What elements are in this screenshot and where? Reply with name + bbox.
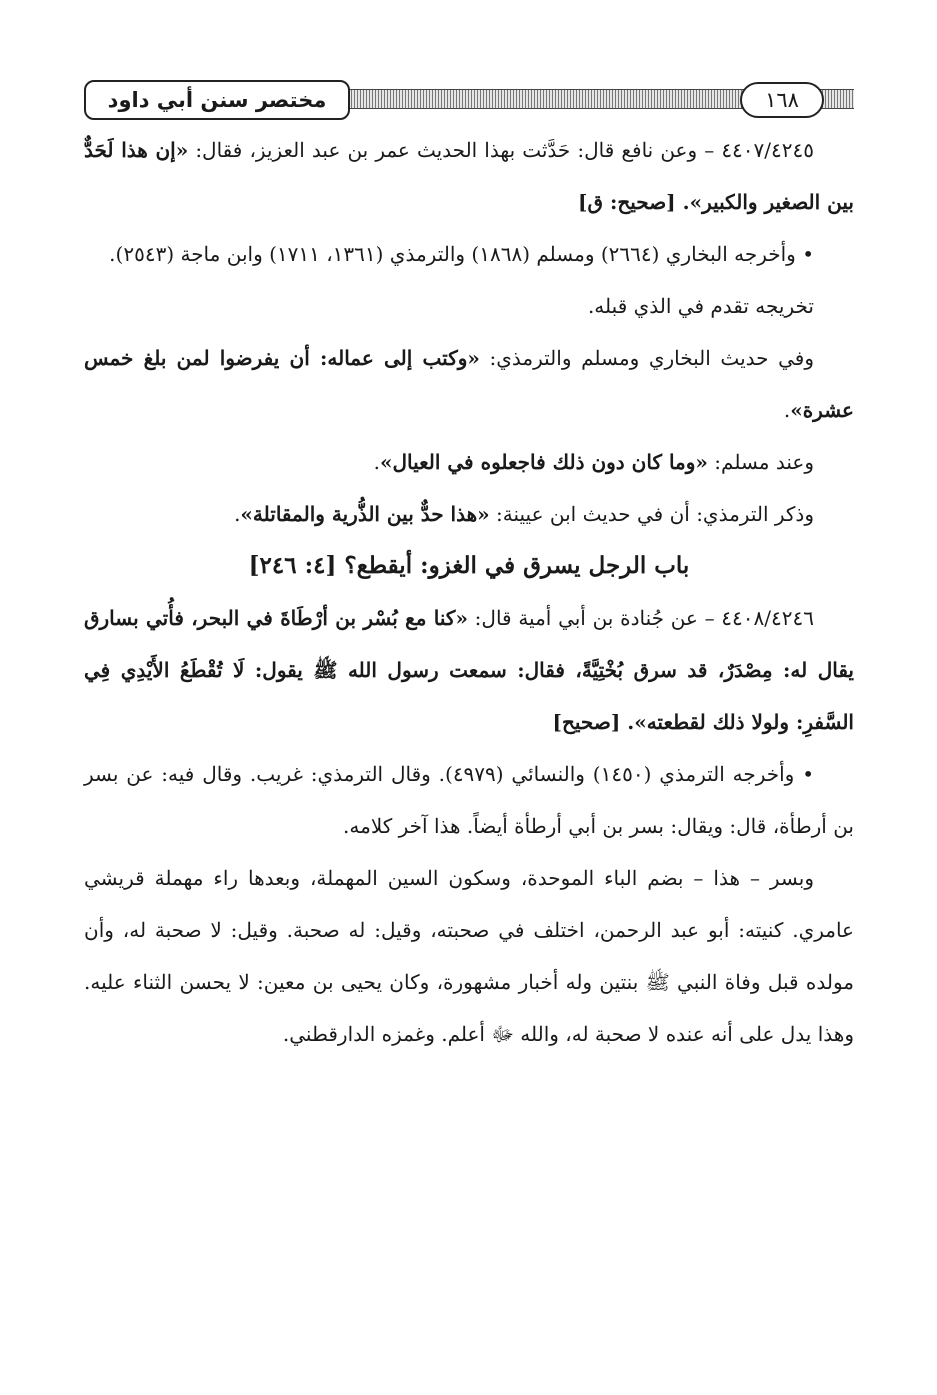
note-quote: «وكتب إلى عماله: أن يفرضوا لمن بلغ خمس عشرة» [84,346,854,422]
note-text: وذكر الترمذي: أن في حديث ابن عيينة: [489,502,814,526]
note-quote: «وما كان دون ذلك فاجعلوه في العيال» [379,450,708,474]
takhrij-note: تخريجه تقدم في الذي قبله. [587,294,814,318]
hadith-intro: – عن جُنادة بن أبي أمية قال: [467,606,722,630]
hadith-number: ٤٤٠٨/٤٢٤٦ [721,606,814,630]
hadith-quote: «إن هذا لَحَدٌّ بين الصغير والكبير». [صحيح: ق] [84,138,854,214]
takhrij-paragraph: • وأخرجه البخاري (٢٦٦٤) ومسلم (١٨٦٨) والترمذي (١٣٦١، ١٧١١) وابن ماجة (٢٥٤٣). [109,242,814,266]
page-body [84,124,854,1060]
takhrij-paragraph: • وأخرجه الترمذي (١٤٥٠) والنسائي (٤٩٧٩). وقال الترمذي: غريب. وقال فيه: عن بسر بن أرطأة، قال: ويقال: بسر بن أبي أرطأة أيضاً. هذا آخر كلامه. [84,762,854,838]
page-number: ١٦٨ [740,82,824,118]
hadith-4407 [84,124,854,228]
hadith-quote: «كنا مع بُسْر بن أرْطَاةَ في البحر، فأُتي بسارق يقال له: مِصْدَرٌ، قد سرق بُخْتِيَّةً، فقال: سمعت رسول الله ﷺ يقول: لَا تُقْطَعُ الأَيْدِي فِي السَّفرِ: ولولا ذلك لقطعته». [صحيح] [84,606,854,734]
narrator-biography: وبسر – هذا – بضم الباء الموحدة، وسكون السين المهملة، وبعدها راء مهملة قريشي عامري. كنيته: أبو عبد الرحمن، اختلف في صحبته، وقيل: له صحبة. وقيل: لا صحبة له، وأن مولده قبل وفاة النبي ﷺ بنتين وله أخبار مشهورة، وكان يحيى بن معين: لا يحسن الثناء عليه. وهذا يدل على أنه عنده لا صحبة له، والله ﷻ أعلم. وغمزه الدارقطني. [84,866,854,1046]
page-header [84,80,854,120]
note-end: . [234,502,241,526]
note-quote: «هذا حدٌّ بين الذُّرية والمقاتلة» [240,502,490,526]
hadith-4408 [84,592,854,748]
note-end: . [783,398,791,422]
narration-note [84,332,854,436]
narration-note [84,488,854,540]
note-text: وفي حديث البخاري ومسلم والترمذي: [479,346,814,370]
narration-note [84,436,854,488]
note-end: . [373,450,380,474]
hadith-number: ٤٤٠٧/٤٢٤٥ [721,138,814,162]
hadith-intro: – وعن نافع قال: حَدَّثت بهذا الحديث عمر بن عبد العزيز، فقال: [188,138,722,162]
book-title: مختصر سنن أبي داود [84,80,350,120]
note-text: وعند مسلم: [707,450,814,474]
chapter-heading: باب الرجل يسرق في الغزو: أيقطع؟ [٤: ٢٤٦] [248,552,690,579]
